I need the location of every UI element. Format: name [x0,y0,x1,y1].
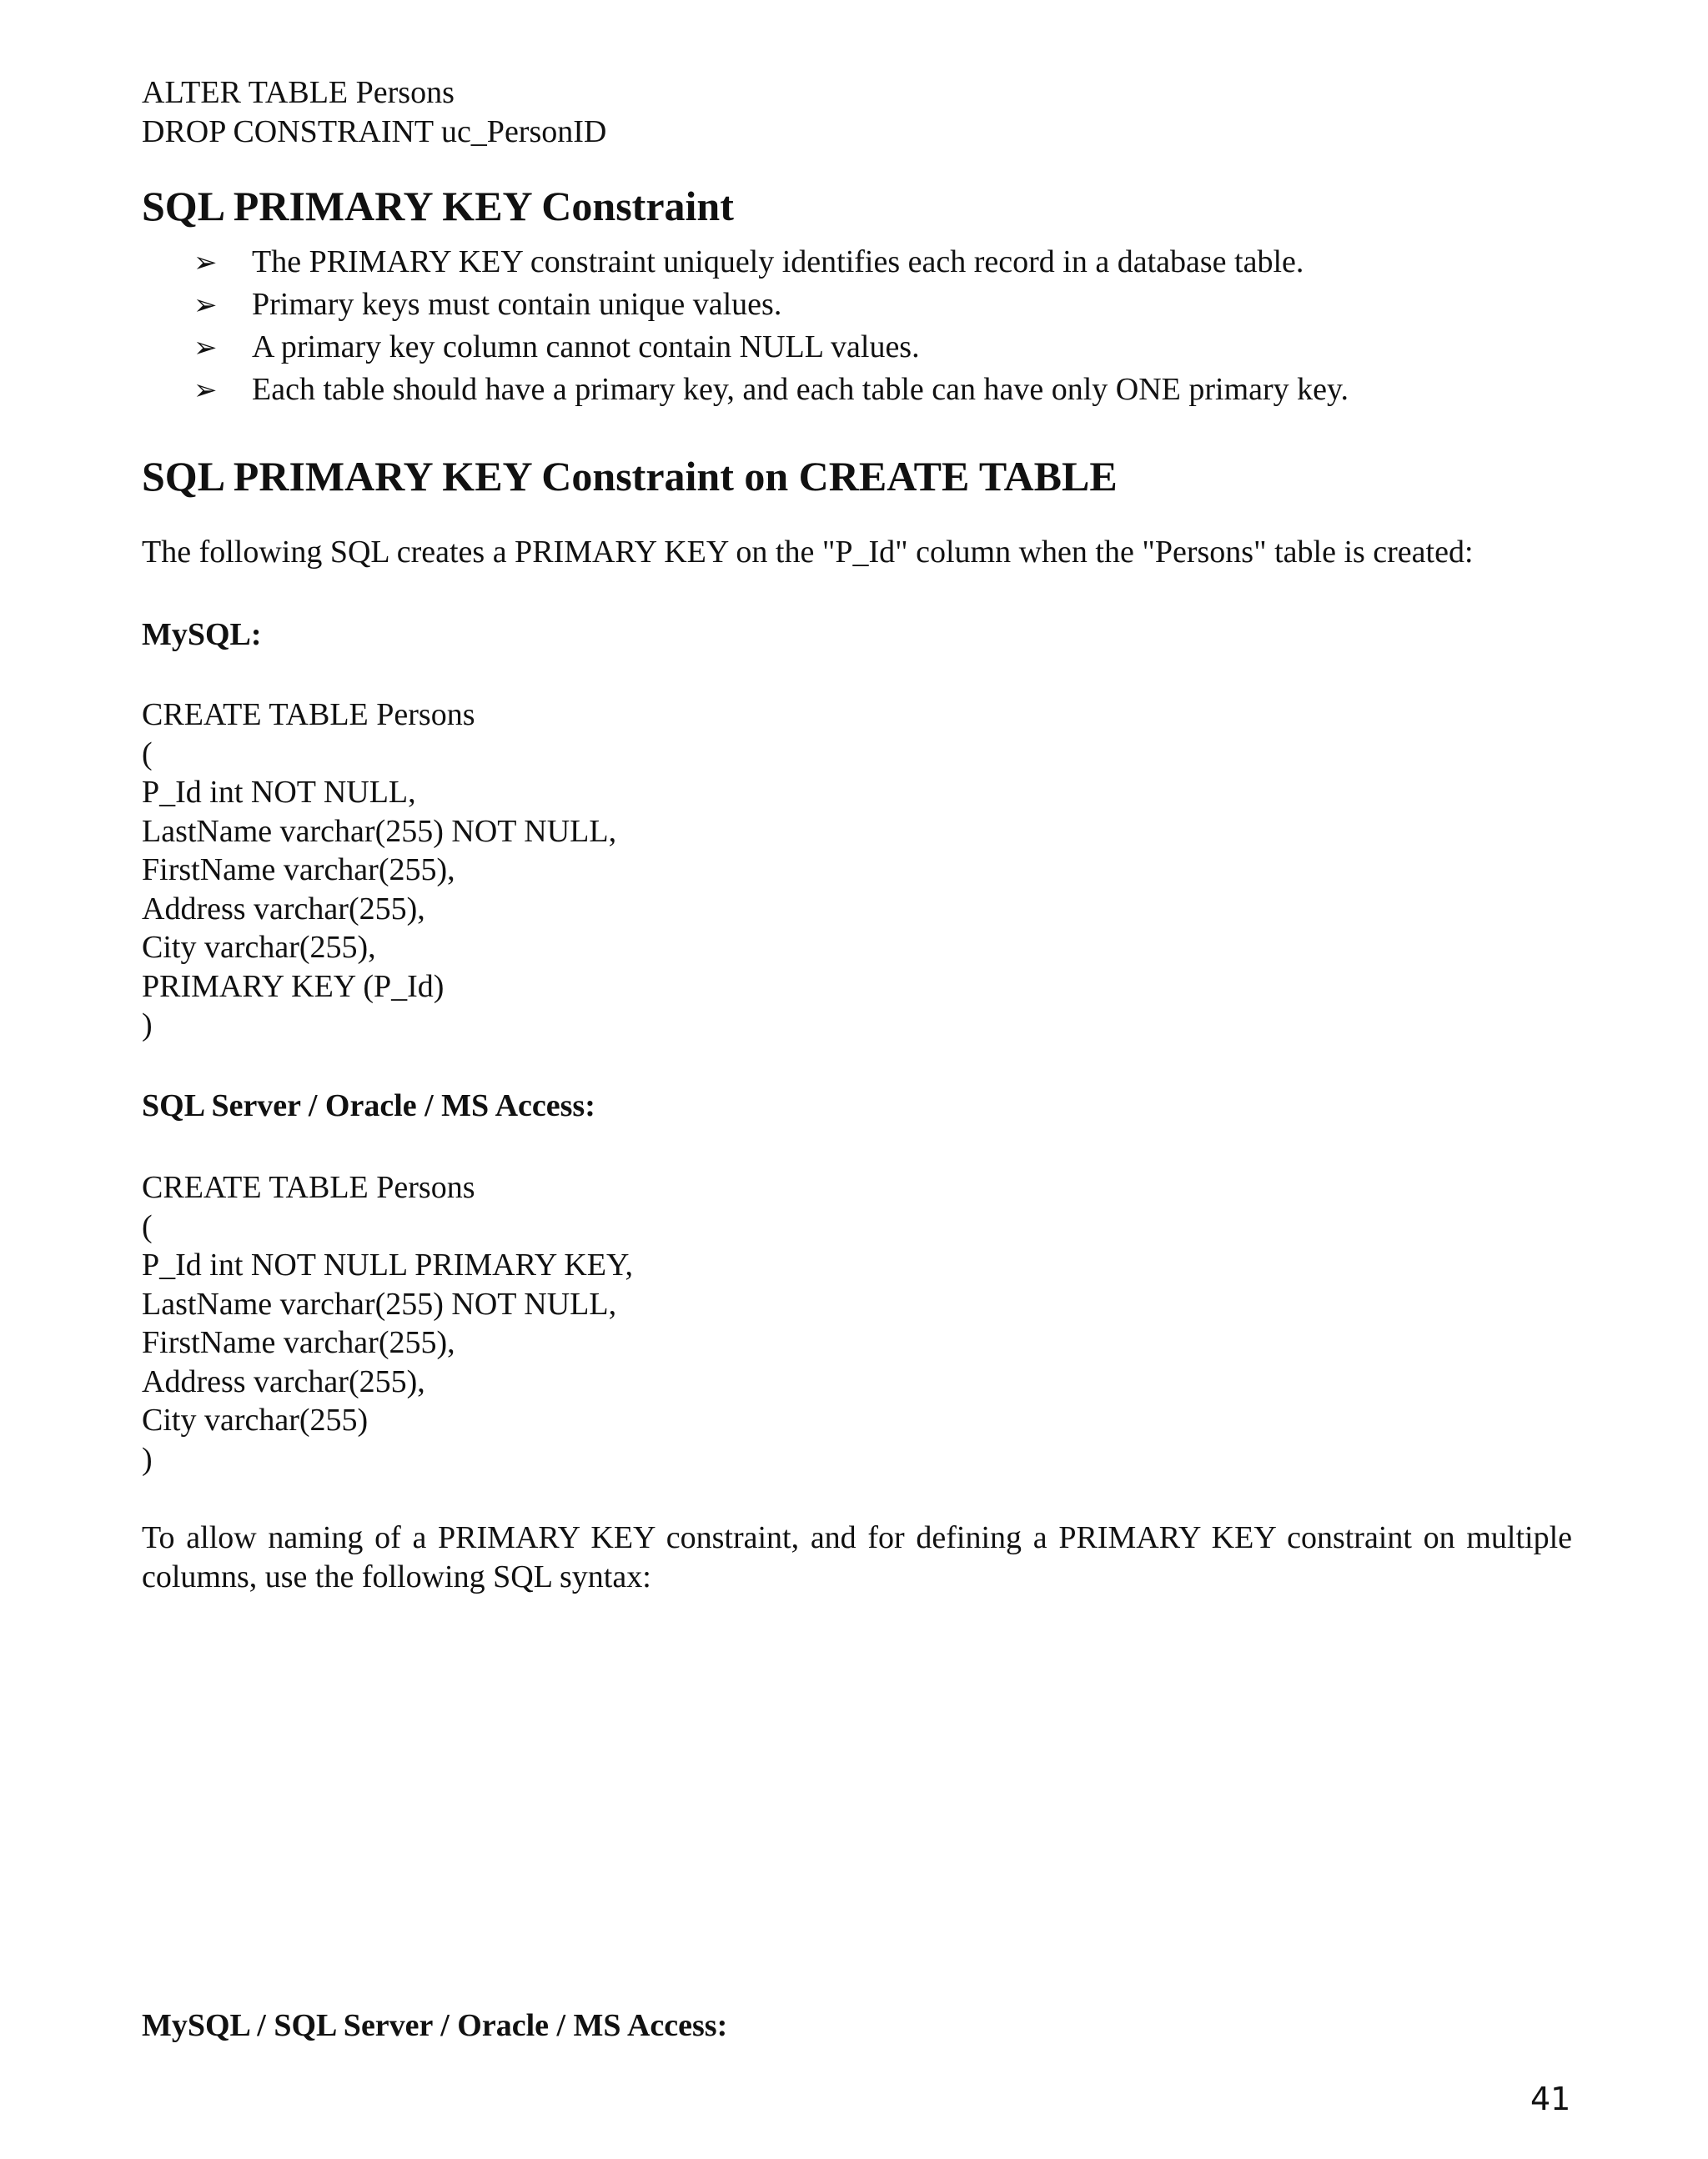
mysql-code-block [142,695,1572,1045]
bullet-text: Primary keys must contain unique values. [252,287,782,322]
code-line: Address varchar(255), [142,1363,425,1399]
code-line: ) [142,1441,153,1477]
code-line: FirstName varchar(255), [142,852,455,887]
code-line: CREATE TABLE Persons [142,697,475,732]
top-code-block [142,73,1572,151]
code-line: ALTER TABLE Persons [142,75,455,110]
code-line: City varchar(255) [142,1403,369,1438]
bullet-text: A primary key column cannot contain NULL values. [252,329,920,364]
code-line: Address varchar(255), [142,891,425,926]
code-line: DROP CONSTRAINT uc_PersonID [142,113,607,149]
code-line: ) [142,1007,153,1042]
arrow-bullet-icon: ➢ [193,246,218,279]
sqlserver-label: SQL Server / Oracle / MS Access: [142,1087,595,1123]
sqlserver-code-block [142,1168,1572,1479]
mysql-label: MySQL: [142,616,262,652]
code-line: ( [142,736,153,771]
arrow-bullet-icon: ➢ [193,331,218,364]
code-line: LastName varchar(255) NOT NULL, [142,813,617,849]
bullet-list [142,241,1572,411]
bullet-item [193,326,1572,369]
bullet-text: The PRIMARY KEY constraint uniquely identifies each record in a database table. [252,244,1304,279]
arrow-bullet-icon: ➢ [193,289,218,322]
document-page [142,73,1572,2043]
intro-paragraph: The following SQL creates a PRIMARY KEY on the "P_Id" column when the "Persons" table is created: [142,535,1474,570]
bullet-text: Each table should have a primary key, and each table can have only ONE primary key. [252,372,1349,407]
code-line: P_Id int NOT NULL, [142,775,416,810]
naming-paragraph: To allow naming of a PRIMARY KEY constraint, and for defining a PRIMARY KEY constraint on multiple columns, use the following SQL syntax: [142,1520,1572,1594]
multi-db-label: MySQL / SQL Server / Oracle / MS Access: [142,2008,728,2043]
arrow-bullet-icon: ➢ [193,374,218,407]
code-line: CREATE TABLE Persons [142,1170,475,1205]
code-line: ( [142,1208,153,1244]
bullet-item [193,369,1572,411]
code-line: P_Id int NOT NULL PRIMARY KEY, [142,1248,634,1283]
section-heading-primary-key: SQL PRIMARY KEY Constraint [142,183,734,229]
section-heading-create-table: SQL PRIMARY KEY Constraint on CREATE TABLE [142,453,1118,500]
page-number: 41 [1530,2081,1571,2117]
bullet-item [193,241,1572,284]
bullet-item [193,284,1572,326]
code-line: City varchar(255), [142,930,376,965]
code-line: LastName varchar(255) NOT NULL, [142,1286,617,1322]
code-line: FirstName varchar(255), [142,1325,455,1360]
code-line: PRIMARY KEY (P_Id) [142,968,445,1004]
